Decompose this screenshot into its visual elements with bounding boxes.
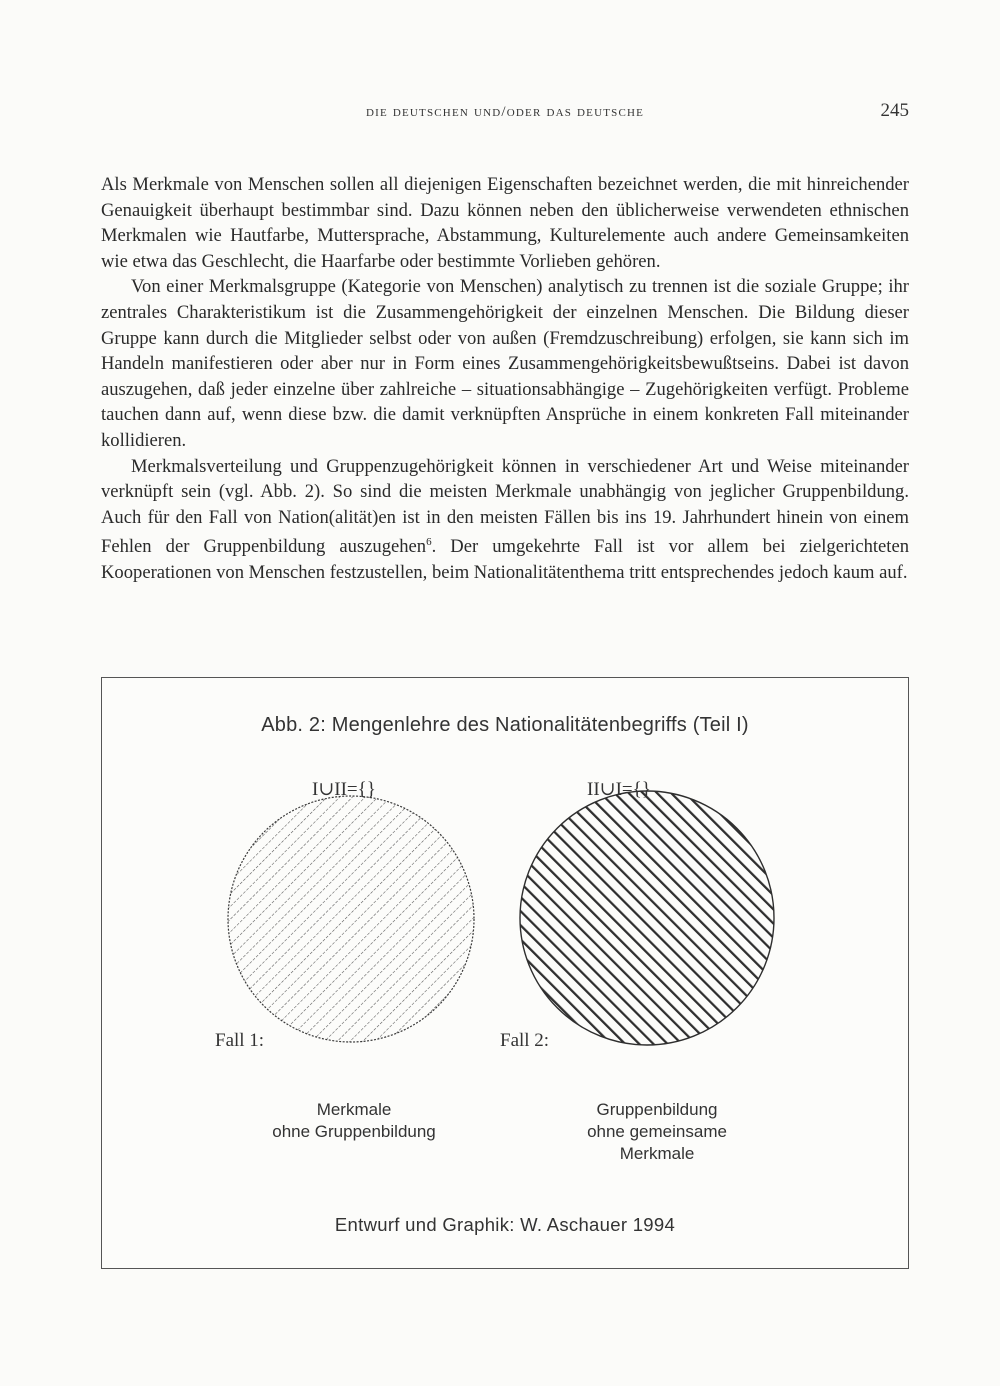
caption-case-1 [232,1099,476,1143]
paragraph-3-part-1: Merkmalsverteilung und Gruppenzugehörigkeit können in verschiedener Art und Weise miteinander verknüpft sein (vgl. Abb. 2). So sind die meisten Merkmale unabhängig von jeglicher Gruppenbildung. Auch für den Fall von Nation(alität)en ist in den meisten Fällen bis ins 19. Jahrhundert hinein von einem Fehlen der Gruppenbildung auszugehen [101,455,909,558]
running-header [101,100,909,126]
circle-case-2 [520,791,774,1045]
figure-credit: Entwurf und Graphik: W. Aschauer 1994 [334,1214,676,1235]
paragraph-3-part-2: . Der umgekehrte Fall ist vor allem bei zielgerichteten Kooperationen von Menschen festzustellen, beim Nationalitätenthema tritt entsprechendes jedoch kaum auf. [101,536,910,584]
label-case-1: Fall 1: [215,1030,265,1051]
paragraph-1: Als Merkmale von Menschen sollen all diejenigen Eigenschaften bezeichnet werden, die mit hinreichender Genauigkeit überhaupt bestimmbar sind. Dazu können neben den üblicherweise verwendeten ethnischen Merkmalen wie Hautfarbe, Muttersprache, Abstammung, Kulturelemente auch andere Gemeinsamkeiten wie etwa das Geschlecht, die Haarfarbe oder bestimmte Vorlieben gehören. [101,174,909,272]
footnote-reference[interactable]: 6 [426,536,432,549]
caption-case-1-line-2: ohne Gruppenbildung [272,1122,436,1141]
caption-case-1-line-1: Merkmale [316,1100,392,1119]
running-title: die deutschen und/oder das deutsche [365,104,645,120]
paragraph-2: Von einer Merkmalsgruppe (Kategorie von Menschen) analytisch zu trennen ist die soziale Gruppe; ihr zentrales Charakteristikum ist die Zusammengehörigkeit der einzelnen Menschen. Die Bildung dieser Gruppe kann durch die Mitglieder selbst oder von außen (Fremdzuschreibung) erfolgen, sie kann sich im Handeln manifestieren oder aber nur in Form eines Zusammengehörigkeitsbewußtseins. Dabei ist davon auszugehen, daß jeder einzelne über zahlreiche – situationsabhängige – Zugehörigkeiten verfügt. Probleme tauchen dann auf, wenn diese bzw. die damit verknüpften Ansprüche in einem konkreten Fall miteinander kollidieren. [101,276,909,451]
page-number: 245 [880,100,909,121]
caption-case-2 [527,1099,787,1165]
caption-case-2-line-3: Merkmale [619,1144,695,1163]
figure-abb-2 [101,677,909,1269]
paragraph-3 [101,454,909,586]
formula-case-1: I∪II={} [312,779,376,800]
circle-case-1 [228,796,474,1042]
body-text [101,172,909,586]
formula-case-2: II∪I={} [587,779,651,800]
caption-case-2-line-2: ohne gemeinsame [587,1122,727,1141]
venn-diagram [102,678,910,1270]
caption-case-2-line-1: Gruppenbildung [596,1100,718,1119]
figure-title: Abb. 2: Mengenlehre des Nationalitätenbegriffs (Teil I) [261,714,749,736]
label-case-2: Fall 2: [500,1030,550,1051]
